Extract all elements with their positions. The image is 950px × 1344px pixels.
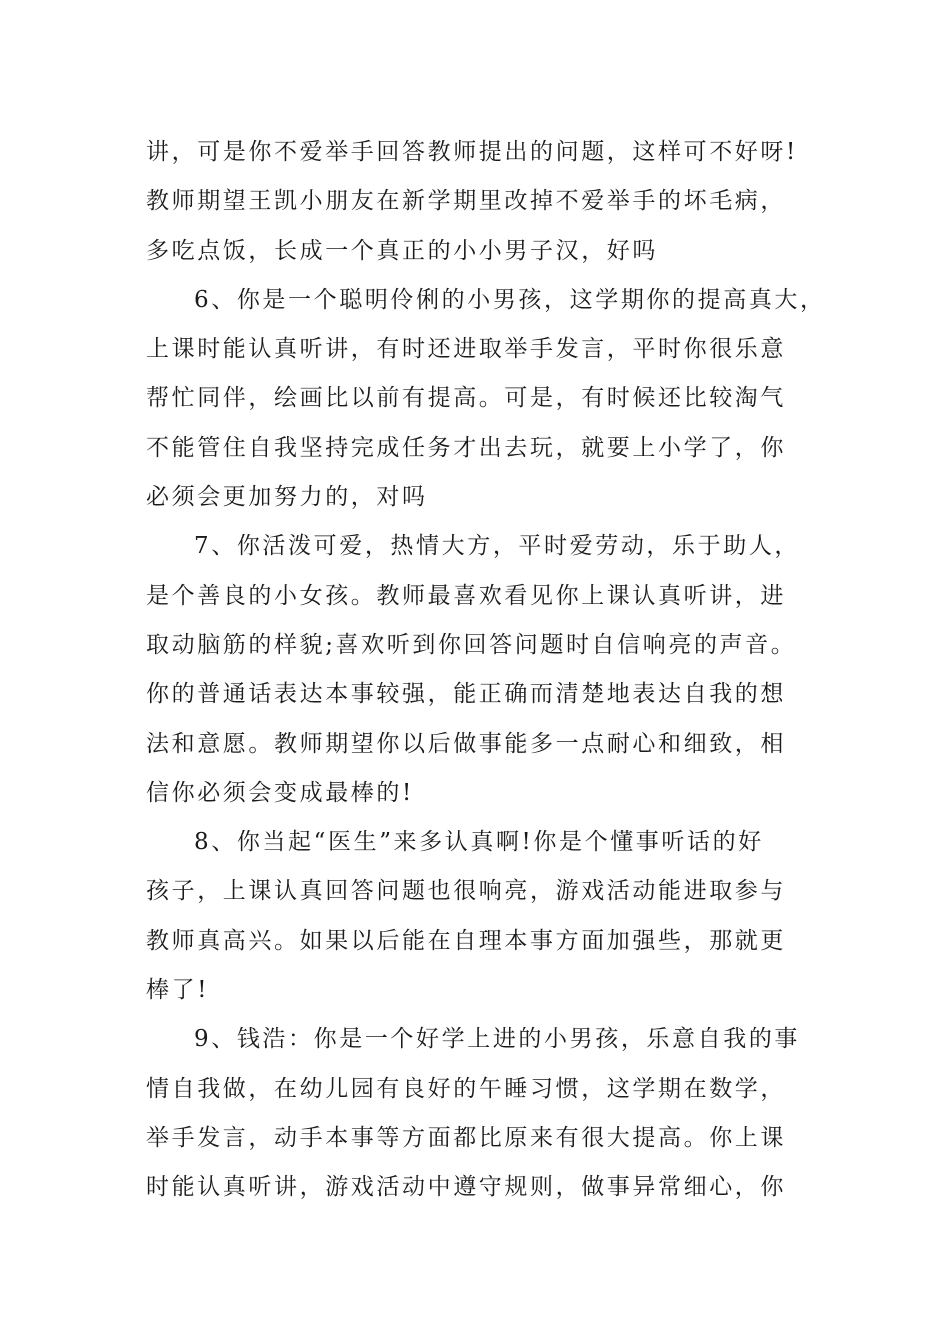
text-line: 讲，可是你不爱举手回答教师提出的问题，这样可不好呀! [146, 139, 798, 165]
text-line: 教师真高兴。如果以后能在自理本事方面加强些，那就更 [146, 927, 786, 954]
text-line: 教师期望王凯小朋友在新学期里改掉不爱举手的坏毛病， [146, 188, 786, 215]
text-line: 取动脑筋的样貌;喜欢听到你回答问题时自信响亮的声音。 [146, 631, 797, 658]
paragraph-first-line: 6、你是一个聪明伶俐的小男孩，这学期你的提高真大， [194, 286, 826, 313]
text-line: 帮忙同伴，绘画比以前有提高。可是，有时候还比较淘气 [146, 385, 786, 412]
text-line: 不能管住自我坚持完成任务才出去玩，就要上小学了，你 [146, 434, 786, 461]
text-line: 必须会更加努力的，对吗 [146, 484, 428, 511]
text-line: 多吃点饭，长成一个真正的小小男子汉，好吗 [146, 237, 658, 264]
text-line: 孩子，上课认真回答问题也很响亮，游戏活动能进取参与 [146, 878, 786, 905]
text-line: 上课时能认真听讲，有时还进取举手发言，平时你很乐意 [146, 336, 786, 363]
paragraph-first-line: 8、你当起“医生”来多认真啊!你是个懂事听话的好 [194, 829, 764, 856]
text-line: 棒了! [146, 977, 210, 1004]
text-line: 情自我做，在幼儿园有良好的午睡习惯，这学期在数学， [146, 1075, 786, 1102]
text-line: 举手发言，动手本事等方面都比原来有很大提高。你上课 [146, 1124, 786, 1151]
paragraph-first-line: 9、钱浩：你是一个好学上进的小男孩，乐意自我的事 [194, 1026, 801, 1053]
text-line: 时能认真听讲，游戏活动中遵守规则，做事异常细心，你 [146, 1174, 786, 1201]
text-line: 信你必须会变成最棒的! [146, 779, 414, 806]
text-line: 法和意愿。教师期望你以后做事能多一点耐心和细致，相 [146, 730, 786, 757]
body-text [146, 128, 826, 1213]
text-line: 你的普通话表达本事较强，能正确而清楚地表达自我的想 [146, 681, 786, 708]
text-line: 是个善良的小女孩。教师最喜欢看见你上课认真听讲，进 [146, 582, 786, 609]
paragraph-first-line: 7、你活泼可爱，热情大方，平时爱劳动，乐于助人， [194, 533, 801, 560]
